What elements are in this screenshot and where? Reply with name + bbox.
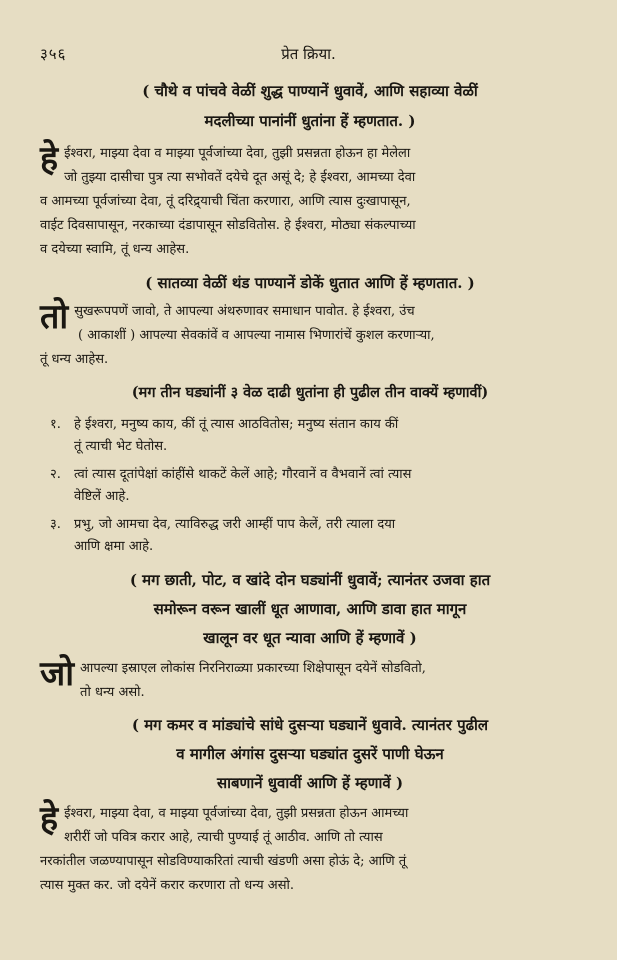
item-line: प्रभु, जो आमचा देव, त्याविरुद्ध जरी आम्हीं पाप केलें, तरी त्याला दया <box>74 517 396 532</box>
item-number: १. <box>50 417 61 432</box>
prayer-line: नरकांतील जळण्यापासून सोडविण्याकरितां त्याची खंडणी असा होऊं दे; आणि तूं <box>40 854 407 869</box>
instruction-line: व मागील अंगांस दुसऱ्या घड्यांत दुसरें पाणी घेऊन <box>176 745 444 763</box>
instruction-line: खालून वर धूत न्यावा आणि हें म्हणावें ) <box>203 629 417 647</box>
item-line: तूं त्याची भेट घेतोस. <box>74 439 168 454</box>
page-header <box>0 36 617 64</box>
item-number: ३. <box>50 517 61 532</box>
section-3-instruction: (मग तीन घड्यांनीं ३ वेळ दाढी धुतांना ही पुढील तीन वाक्यें म्हणावीं) <box>131 384 489 401</box>
prayer-line: ईश्वरा, माझ्या देवा व माझ्या पूर्वजांच्या देवा, तुझी प्रसन्नता होऊन हा मेलेला <box>64 146 411 161</box>
item-line: हे ईश्वरा, मनुष्य काय, कीं तूं त्यास आठवितोस; मनुष्य संतान काय कीं <box>74 417 399 432</box>
page-body <box>40 76 580 898</box>
drop-cap: हे <box>40 799 59 839</box>
section-4-instruction <box>40 566 580 653</box>
page-number: ३५६ <box>40 45 67 63</box>
item-text <box>74 464 580 508</box>
instruction-line: समोरून वरून खालीं धूत आणावा, आणि डावा हात मागून <box>153 600 467 618</box>
prayer-line: ईश्वरा, माझ्या देवा, व माझ्या पूर्वजांच्या देवा, तुझी प्रसन्नता होऊन आमच्या <box>64 806 409 821</box>
prayer-line: वाईट दिवसापासून, नरकाच्या दंडापासून सोडवितोस. हे ईश्वरा, मोठ्या संकल्पाच्या <box>40 218 416 233</box>
instruction-line: ( चौथे व पांचवे वेळीं शुद्ध पाण्यानें धुवावें, आणि सहाव्या वेळीं <box>142 82 478 100</box>
list-item <box>40 464 580 508</box>
item-text <box>74 514 580 558</box>
section-1-instruction <box>40 76 580 136</box>
item-line: आणि क्षमा आहे. <box>74 539 154 554</box>
drop-cap: जो <box>40 654 75 694</box>
instruction-line: साबणानें धुवावीं आणि हें म्हणावें ) <box>216 774 404 792</box>
prayer-line: तूं धन्य आहेस. <box>40 352 109 367</box>
instruction-line: ( मग छाती, पोट, व खांदे दोन घड्यांनीं धुवावें; त्यानंतर उजवा हात <box>129 571 491 589</box>
item-line: त्वां त्यास दूतांपेक्षां कांहींसे थाकटें केलें आहे; गौरवानें व वैभवानें त्वां त्यास <box>74 467 412 482</box>
numbered-verses <box>40 414 580 558</box>
item-text <box>74 414 580 458</box>
prayer-line: ( आकाशीं ) आपल्या सेवकांवें व आपल्या नामास भिणारांचें कुशल करणाऱ्या, <box>78 328 435 343</box>
item-number: २. <box>50 467 61 482</box>
instruction-line: मदलीच्या पानांनीं धुतांना हें म्हणतात. ) <box>204 112 416 130</box>
item-line: वेष्टिलें आहे. <box>74 489 130 504</box>
prayer-line: व आमच्या पूर्वजांच्या देवा, तूं दरिद्र्याची चिंता करणारा, आणि त्यास दुःखापासून, <box>40 194 411 209</box>
running-title: प्रेत क्रिया. <box>281 45 336 63</box>
section-4-prayer <box>40 654 580 705</box>
prayer-line: व दयेच्या स्वामि, तूं धन्य आहेस. <box>40 242 190 257</box>
prayer-line: जो तुझ्या दासीचा पुत्र त्या सभोवतें दयेचे दूत असूं दे; हे ईश्वरा, आमच्या देवा <box>64 170 416 185</box>
section-5-instruction <box>40 711 580 798</box>
prayer-line: सुखरूपपणें जावो, ते आपल्या अंथरुणावर समाधान पावोत. हे ईश्वरा, उंच <box>74 304 415 319</box>
section-2-instruction: ( सातव्या वेळीं थंड पाण्यानें डोकें धुतात आणि हें म्हणतात. ) <box>145 274 475 292</box>
prayer-line: त्यास मुक्त कर. जो दयेनें करार करणारा तो धन्य असो. <box>40 878 295 893</box>
instruction-line: ( मग कमर व मांड्यांचे सांधे दुसऱ्या घड्यानें धुवावे. त्यानंतर पुढील <box>131 716 489 734</box>
drop-cap: हे <box>40 139 59 179</box>
list-item <box>40 414 580 458</box>
section-2-prayer <box>40 297 580 372</box>
drop-cap: तो <box>40 297 69 337</box>
list-item <box>40 514 580 558</box>
section-1-prayer <box>40 139 580 262</box>
prayer-line: तो धन्य असो. <box>80 685 145 700</box>
prayer-line: आपल्या इस्राएल लोकांस निरनिराळ्या प्रकारच्या शिक्षेपासून दयेनें सोडवितो, <box>80 661 426 676</box>
section-5-prayer <box>40 799 580 898</box>
prayer-line: शरीरीं जो पवित्र करार आहे, त्याची पुण्याई तूं आठीव. आणि तो त्यास <box>64 830 383 845</box>
